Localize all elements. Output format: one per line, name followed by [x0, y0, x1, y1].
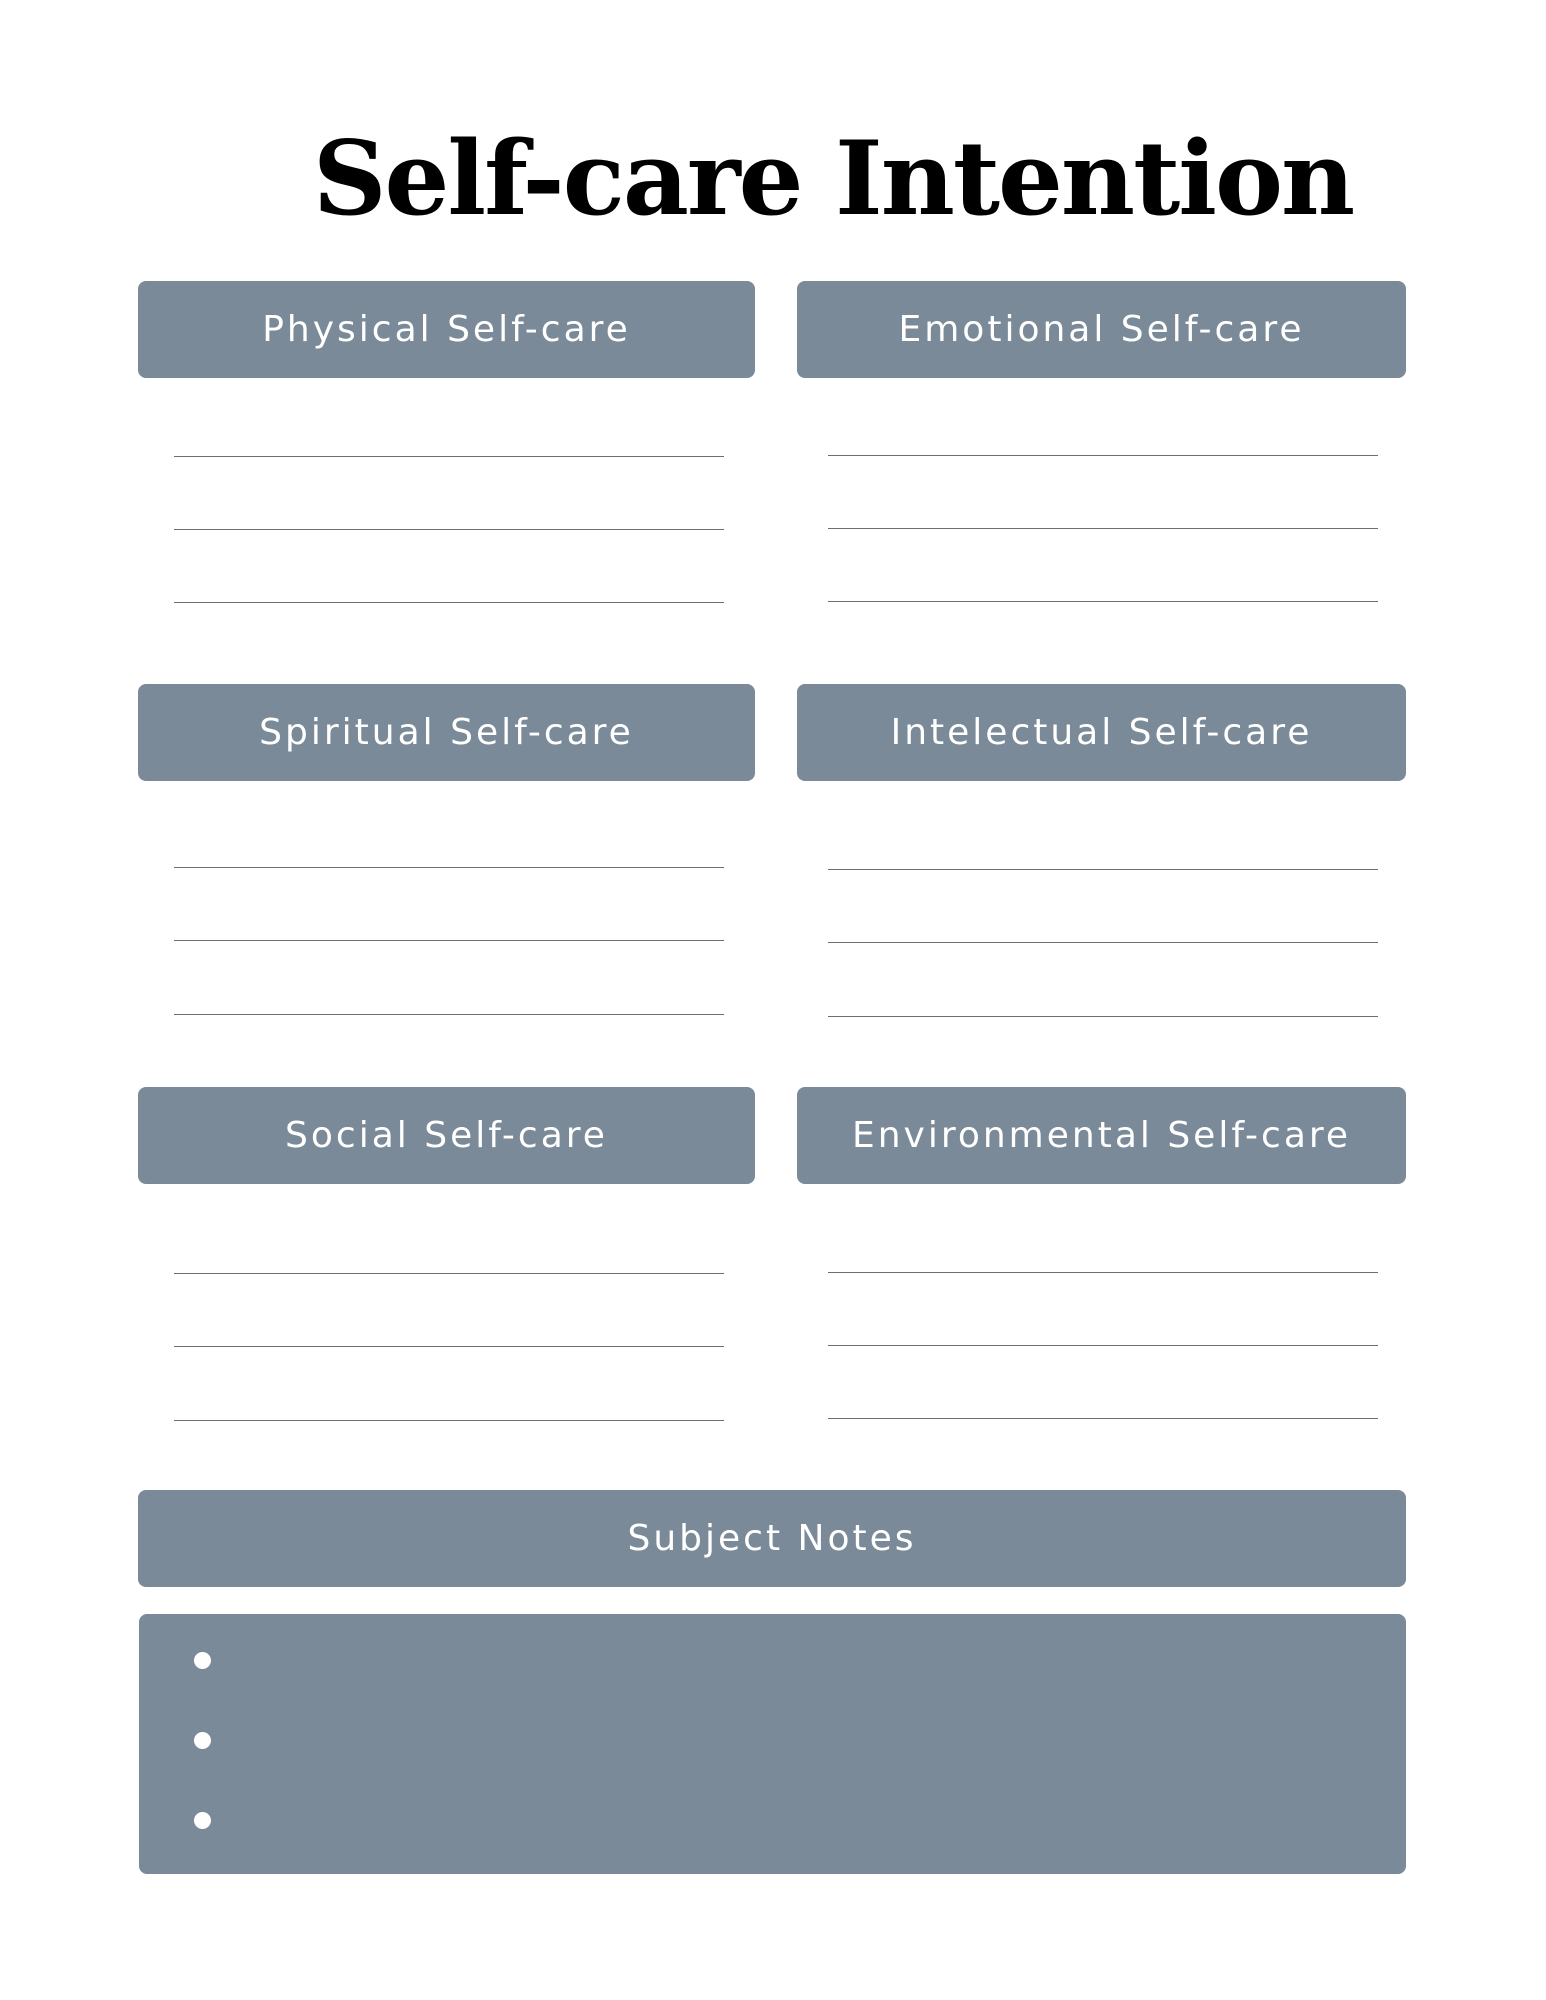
writing-line[interactable] [828, 1016, 1378, 1017]
writing-line[interactable] [828, 869, 1378, 870]
writing-line[interactable] [174, 1014, 724, 1015]
writing-line[interactable] [828, 455, 1378, 456]
section-header-social: Social Self-care [138, 1087, 755, 1184]
writing-line[interactable] [174, 529, 724, 530]
bullet-point [194, 1652, 211, 1669]
notes-header: Subject Notes [138, 1490, 1406, 1587]
section-header-intelectual: Intelectual Self-care [797, 684, 1406, 781]
writing-line[interactable] [174, 456, 724, 457]
bullet-point [194, 1732, 211, 1749]
writing-line[interactable] [174, 867, 724, 868]
writing-line[interactable] [174, 1346, 724, 1347]
page-title: Self-care Intention [312, 119, 1354, 239]
bullet-point [194, 1812, 211, 1829]
writing-line[interactable] [828, 942, 1378, 943]
writing-line[interactable] [828, 1345, 1378, 1346]
section-header-spiritual: Spiritual Self-care [138, 684, 755, 781]
writing-line[interactable] [174, 940, 724, 941]
section-header-emotional: Emotional Self-care [797, 281, 1406, 378]
writing-line[interactable] [174, 1273, 724, 1274]
writing-line[interactable] [828, 601, 1378, 602]
writing-line[interactable] [828, 1272, 1378, 1273]
writing-line[interactable] [174, 1420, 724, 1421]
section-header-physical: Physical Self-care [138, 281, 755, 378]
notes-box[interactable] [139, 1614, 1406, 1874]
writing-line[interactable] [828, 1418, 1378, 1419]
section-header-environmental: Environmental Self-care [797, 1087, 1406, 1184]
writing-line[interactable] [828, 528, 1378, 529]
writing-line[interactable] [174, 602, 724, 603]
